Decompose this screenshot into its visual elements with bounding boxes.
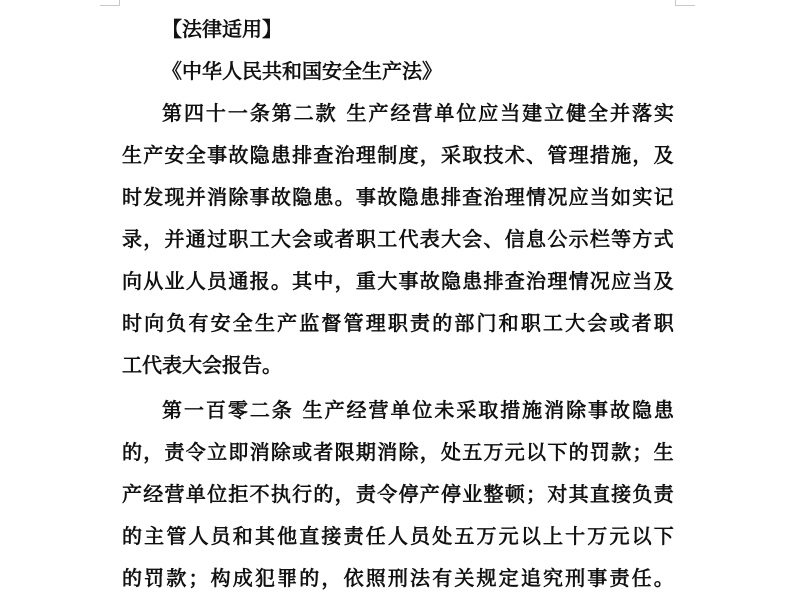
paragraph-line: 时 发 现 并 消 除 事 故 隐 患 。 事 故 隐 患 排 查 治 理 情 况 应 当 如 实 记 [122,185,674,209]
paragraph-line: 第 一 百 零 二 条 生 产 经 营 单 位 未 采 取 措 施 消 除 事 故 隐 患 [162,398,674,422]
paragraph-line-last: 工代表大会报告。 [122,353,282,377]
paragraph-line: 向 从 业 人 员 通 报 。 其 中 ， 重 大 事 故 隐 患 排 查 治 理 情 况 应 当 及 [122,269,674,293]
paragraph-line: 时 向 负 有 安 全 生 产 监 督 管 理 职 责 的 部 门 和 职 工 大 会 或 者 职 [122,311,674,335]
law-title: 《中华人民共和国安全生产法》 [162,59,442,83]
margin-crop-mark-right [675,0,695,6]
paragraph-line: 第 四 十 一 条 第 二 款 生 产 经 营 单 位 应 当 建 立 健 全 并 落 实 [162,101,674,125]
paragraph-article-102 [122,389,674,599]
section-heading: 【法律适用】 [162,17,282,41]
paragraph-line: 的 ， 责 令 立 即 消 除 或 者 限 期 消 除 ， 处 五 万 元 以 下 的 罚 款 ； 生 [122,440,674,464]
paragraph-line: 录 ， 并 通 过 职 工 大 会 或 者 职 工 代 表 大 会 、 信 息 公 示 栏 等 方 式 [122,227,674,251]
paragraph-article-41 [122,92,674,386]
margin-crop-mark-left [100,0,120,6]
paragraph-line: 的 主 管 人 员 和 其 他 直 接 责 任 人 员 处 五 万 元 以 上 十 万 元 以 下 [122,524,674,548]
paragraph-line: 的 罚 款 ； 构 成 犯 罪 的 ， 依 照 刑 法 有 关 规 定 追 究 刑 事 责 任 。 [122,566,674,590]
paragraph-line: 生 产 安 全 事 故 隐 患 排 查 治 理 制 度 ， 采 取 技 术 、 管 理 措 施 ， 及 [122,143,674,167]
document-body[interactable] [122,8,674,599]
paragraph-line: 产 经 营 单 位 拒 不 执 行 的 ， 责 令 停 产 停 业 整 顿 ； 对 其 直 接 负 责 [122,482,674,506]
